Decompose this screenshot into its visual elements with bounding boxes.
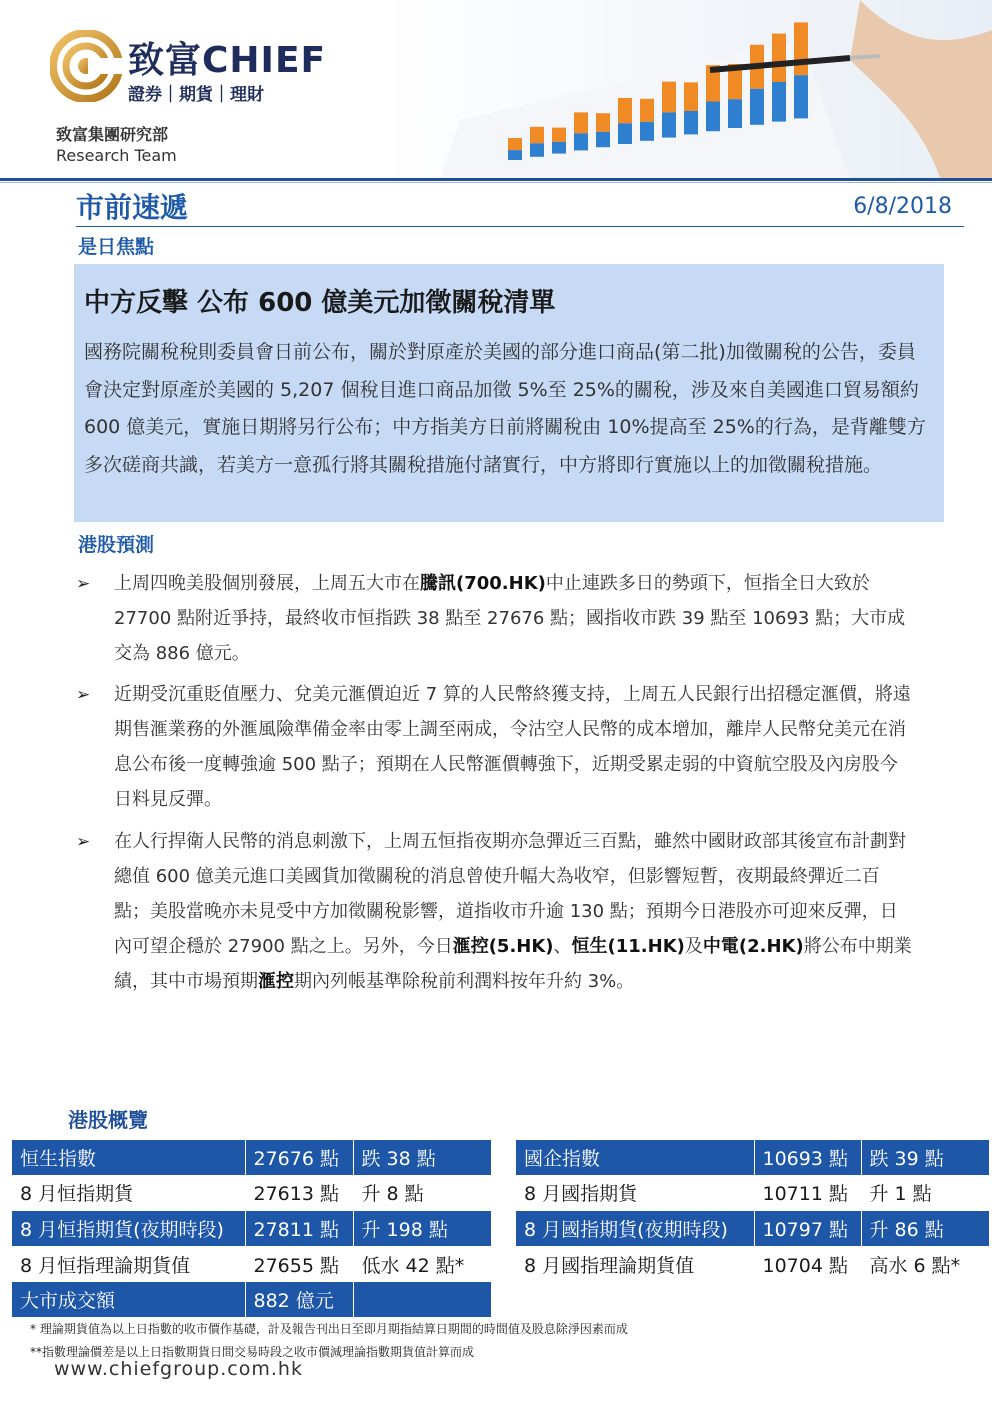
focus-body: 國務院關稅稅則委員會日前公布，關於對原產於美國的部分進口商品(第二批)加徵關稅的公告，委員會決定對原產於美國的 5,207 個稅目進口商品加徵 5%至 25%的關稅，涉及來自美國進口貿易額約 600 億美元，實施日期將另行公布；中方指美方日前將關稅由 10%提高至 25%的行為，是背離雙方多次磋商共識，若美方一意孤行將其關稅措施付諸實行，中方將即行實施以上的加徵關稅措施。 (84, 341, 926, 476)
art-bar-bottom (508, 150, 522, 160)
art-bar-bottom (596, 132, 610, 147)
table-cell: 大市成交額 (12, 1282, 245, 1318)
header-divider (0, 178, 992, 181)
bullet-arrow-icon: ➢ (76, 685, 91, 705)
art-bar-top (640, 99, 654, 122)
table-cell: 跌 38 點 (353, 1140, 492, 1175)
art-bar-bottom (552, 142, 566, 154)
hsi-overview-table (12, 1140, 492, 1318)
art-bar-top (574, 112, 588, 133)
table-row (12, 1211, 492, 1247)
table-cell: 8 月國指期貨(夜期時段) (516, 1211, 754, 1247)
table-cell: 高水 6 點* (861, 1246, 990, 1282)
art-bar-top (530, 127, 544, 144)
table-cell: 27655 點 (245, 1246, 353, 1282)
table-cell: 升 86 點 (861, 1211, 990, 1247)
art-bar-bottom (706, 102, 720, 132)
art-bar-bottom (530, 143, 544, 157)
table-row (516, 1175, 990, 1211)
bullet-arrow-icon: ➢ (76, 574, 91, 594)
bullet-arrow-icon: ➢ (76, 832, 91, 852)
art-bar-top (794, 22, 808, 75)
art-bar-top (596, 113, 610, 132)
art-bar-top (618, 98, 632, 123)
page-title: 市前速遞 (76, 191, 189, 224)
table-cell: 27613 點 (245, 1175, 353, 1211)
table-cell: 8 月恒指期貨 (12, 1175, 245, 1211)
table-cell: 8 月恒指期貨(夜期時段) (12, 1211, 245, 1247)
table-cell: 跌 39 點 (861, 1140, 990, 1175)
table-cell: 恒生指數 (12, 1140, 245, 1175)
section-heading-hk-forecast: 港股預測 (78, 534, 155, 556)
report-date: 6/8/2018 (853, 194, 952, 219)
table-row (12, 1246, 492, 1282)
table-cell: 10704 點 (754, 1246, 861, 1282)
table-cell: 8 月國指期貨 (516, 1175, 754, 1211)
footnote-price-spread: **指數理論價差是以上日指數期貨日間交易時段之收市價減理論指數期貨值計算而成 (30, 1345, 475, 1359)
table-cell: 27811 點 (245, 1211, 353, 1247)
table-cell: 27676 點 (245, 1140, 353, 1175)
art-bar-bottom (728, 99, 742, 128)
focus-headline: 中方反擊 公布 600 億美元加徵關稅清單 (84, 288, 556, 318)
brand-subtitle: 證券｜期貨｜理財 (128, 85, 264, 105)
table-cell: 10797 點 (754, 1211, 861, 1247)
header-bar-chart-image (380, 0, 992, 178)
table-row (12, 1282, 492, 1318)
header-divider-thin (0, 182, 992, 183)
table-cell: 國企指數 (516, 1140, 754, 1175)
art-bar-top (552, 128, 566, 142)
art-bar-bottom (662, 112, 676, 137)
website-link[interactable]: www.chiefgroup.com.hk (54, 1358, 303, 1380)
title-divider (76, 226, 964, 227)
brand-name: 致富CHIEF (128, 40, 327, 81)
art-bar-top (662, 82, 676, 113)
art-bar-bottom (750, 89, 764, 125)
chief-logo-icon (50, 30, 122, 102)
department-english: Research Team (56, 146, 177, 165)
table-cell: 882 億元 (245, 1282, 353, 1318)
table-row (516, 1211, 990, 1247)
art-bar-top (684, 82, 698, 111)
art-bar-bottom (772, 82, 786, 122)
table-row (516, 1246, 990, 1282)
table-cell: 8 月國指理論期貨值 (516, 1246, 754, 1282)
footnote-theoretical-value: * 理論期貨值為以上日指數的收市價作基礎，計及報告刊出日至即月期指結算日期間的時間值及股息除淨因素而成 (30, 1322, 628, 1336)
art-bar-bottom (684, 111, 698, 134)
forecast-paragraph-3: 在人行捍衛人民幣的消息刺激下，上周五恒指夜期亦急彈近三百點，雖然中國財政部其後宣布計劃對總值 600 億美元進口美國貨加徵關稅的消息曾使升幅大為收窄，但影響短暫，夜期最終彈近二百點；美股當晚亦未見受中方加徵關稅影響，道指收市升逾 130 點；預期今日港股亦可迎來反彈，日內可望企穩於 27900 點之上。另外，今日滙控(5.HK)、恒生(11.HK)及中電(2.HK)將公布中期業績，其中市場預期滙控期內列帳基準除稅前利潤料按年升約 3%。 (114, 831, 912, 992)
section-heading-overview: 港股概覽 (68, 1108, 148, 1132)
table-cell: 升 8 點 (353, 1175, 492, 1211)
table-cell: 低水 42 點* (353, 1246, 492, 1282)
table-row (516, 1140, 990, 1175)
section-heading-focus: 是日焦點 (78, 236, 155, 258)
art-bar-top (508, 138, 522, 150)
table-cell: 升 1 點 (861, 1175, 990, 1211)
forecast-paragraph-2: 近期受沉重貶值壓力、兌美元滙價迫近 7 算的人民幣終獲支持，上周五人民銀行出招穩定滙價，將遠期售滙業務的外滙風險準備金率由零上調至兩成，令沽空人民幣的成本增加，離岸人民幣兌美元在消息公布後一度轉強逾 500 點子；預期在人民幣滙價轉強下，近期受累走弱的中資航空股及內房股今日料見反彈。 (114, 684, 911, 810)
table-cell: 8 月恒指理論期貨值 (12, 1246, 245, 1282)
table-cell: 10711 點 (754, 1175, 861, 1211)
table-cell: 升 198 點 (353, 1211, 492, 1247)
table-row (12, 1175, 492, 1211)
forecast-paragraph-1: 上周四晚美股個別發展，上周五大市在騰訊(700.HK)中止連跌多日的勢頭下，恒指全日大致於 27700 點附近爭持，最終收市恒指跌 38 點至 27676 點；國指收市跌 39 點至 10693 點；大市成交為 886 億元。 (114, 573, 906, 664)
art-bar-bottom (794, 75, 808, 118)
art-bar-bottom (618, 123, 632, 144)
art-bar-bottom (574, 133, 588, 150)
table-cell: 10693 點 (754, 1140, 861, 1175)
hscei-overview-table (516, 1140, 990, 1282)
art-bar-top (772, 34, 786, 82)
department-chinese: 致富集團研究部 (56, 125, 169, 144)
table-cell (353, 1282, 492, 1318)
table-row (12, 1140, 492, 1175)
art-bar-bottom (640, 122, 654, 141)
